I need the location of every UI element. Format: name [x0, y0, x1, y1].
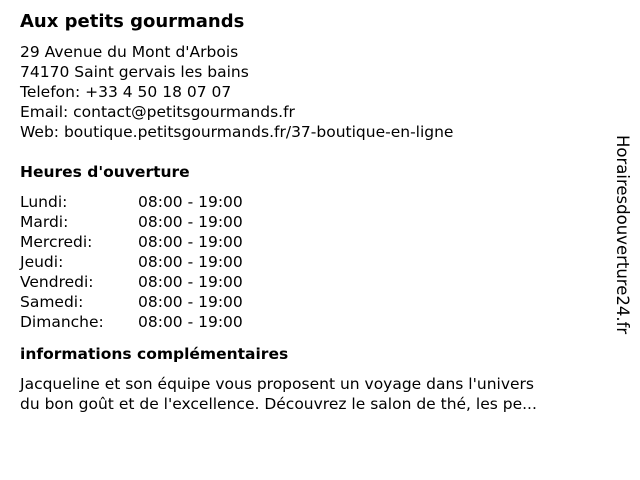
time-range: 08:00 - 19:00	[138, 313, 243, 331]
address-line-2: 74170 Saint gervais les bains	[20, 63, 249, 81]
hours-row-thursday	[20, 252, 610, 272]
description-line-2: du bon goût et de l'excellence. Découvrez le salon de thé, les pe...	[20, 395, 537, 413]
contact-block	[20, 42, 610, 142]
web-line: Web: boutique.petitsgourmands.fr/37-boutique-en-ligne	[20, 123, 454, 141]
hours-row-sunday	[20, 312, 610, 332]
business-description	[20, 374, 610, 414]
hours-row-monday	[20, 192, 610, 212]
day-label: Vendredi:	[20, 273, 94, 291]
site-watermark: Horairesdouverture24.fr	[613, 135, 632, 335]
hours-row-tuesday	[20, 212, 610, 232]
time-range: 08:00 - 19:00	[138, 273, 243, 291]
day-label: Mercredi:	[20, 233, 93, 251]
email-line: Email: contact@petitsgourmands.fr	[20, 103, 295, 121]
business-name: Aux petits gourmands	[20, 11, 245, 32]
phone-line: Telefon: +33 4 50 18 07 07	[20, 83, 232, 101]
day-label: Mardi:	[20, 213, 69, 231]
day-label: Samedi:	[20, 293, 84, 311]
hours-heading: Heures d'ouverture	[20, 163, 190, 181]
time-range: 08:00 - 19:00	[138, 213, 243, 231]
day-label: Lundi:	[20, 193, 68, 211]
hours-table	[20, 192, 610, 332]
time-range: 08:00 - 19:00	[138, 253, 243, 271]
time-range: 08:00 - 19:00	[138, 293, 243, 311]
day-label: Jeudi:	[20, 253, 64, 271]
day-label: Dimanche:	[20, 313, 104, 331]
hours-row-saturday	[20, 292, 610, 312]
business-card	[20, 10, 610, 414]
time-range: 08:00 - 19:00	[138, 233, 243, 251]
hours-row-friday	[20, 272, 610, 292]
description-line-1: Jacqueline et son équipe vous proposent un voyage dans l'univers	[20, 375, 534, 393]
time-range: 08:00 - 19:00	[138, 193, 243, 211]
info-heading: informations complémentaires	[20, 345, 289, 363]
address-line-1: 29 Avenue du Mont d'Arbois	[20, 43, 239, 61]
hours-row-wednesday	[20, 232, 610, 252]
